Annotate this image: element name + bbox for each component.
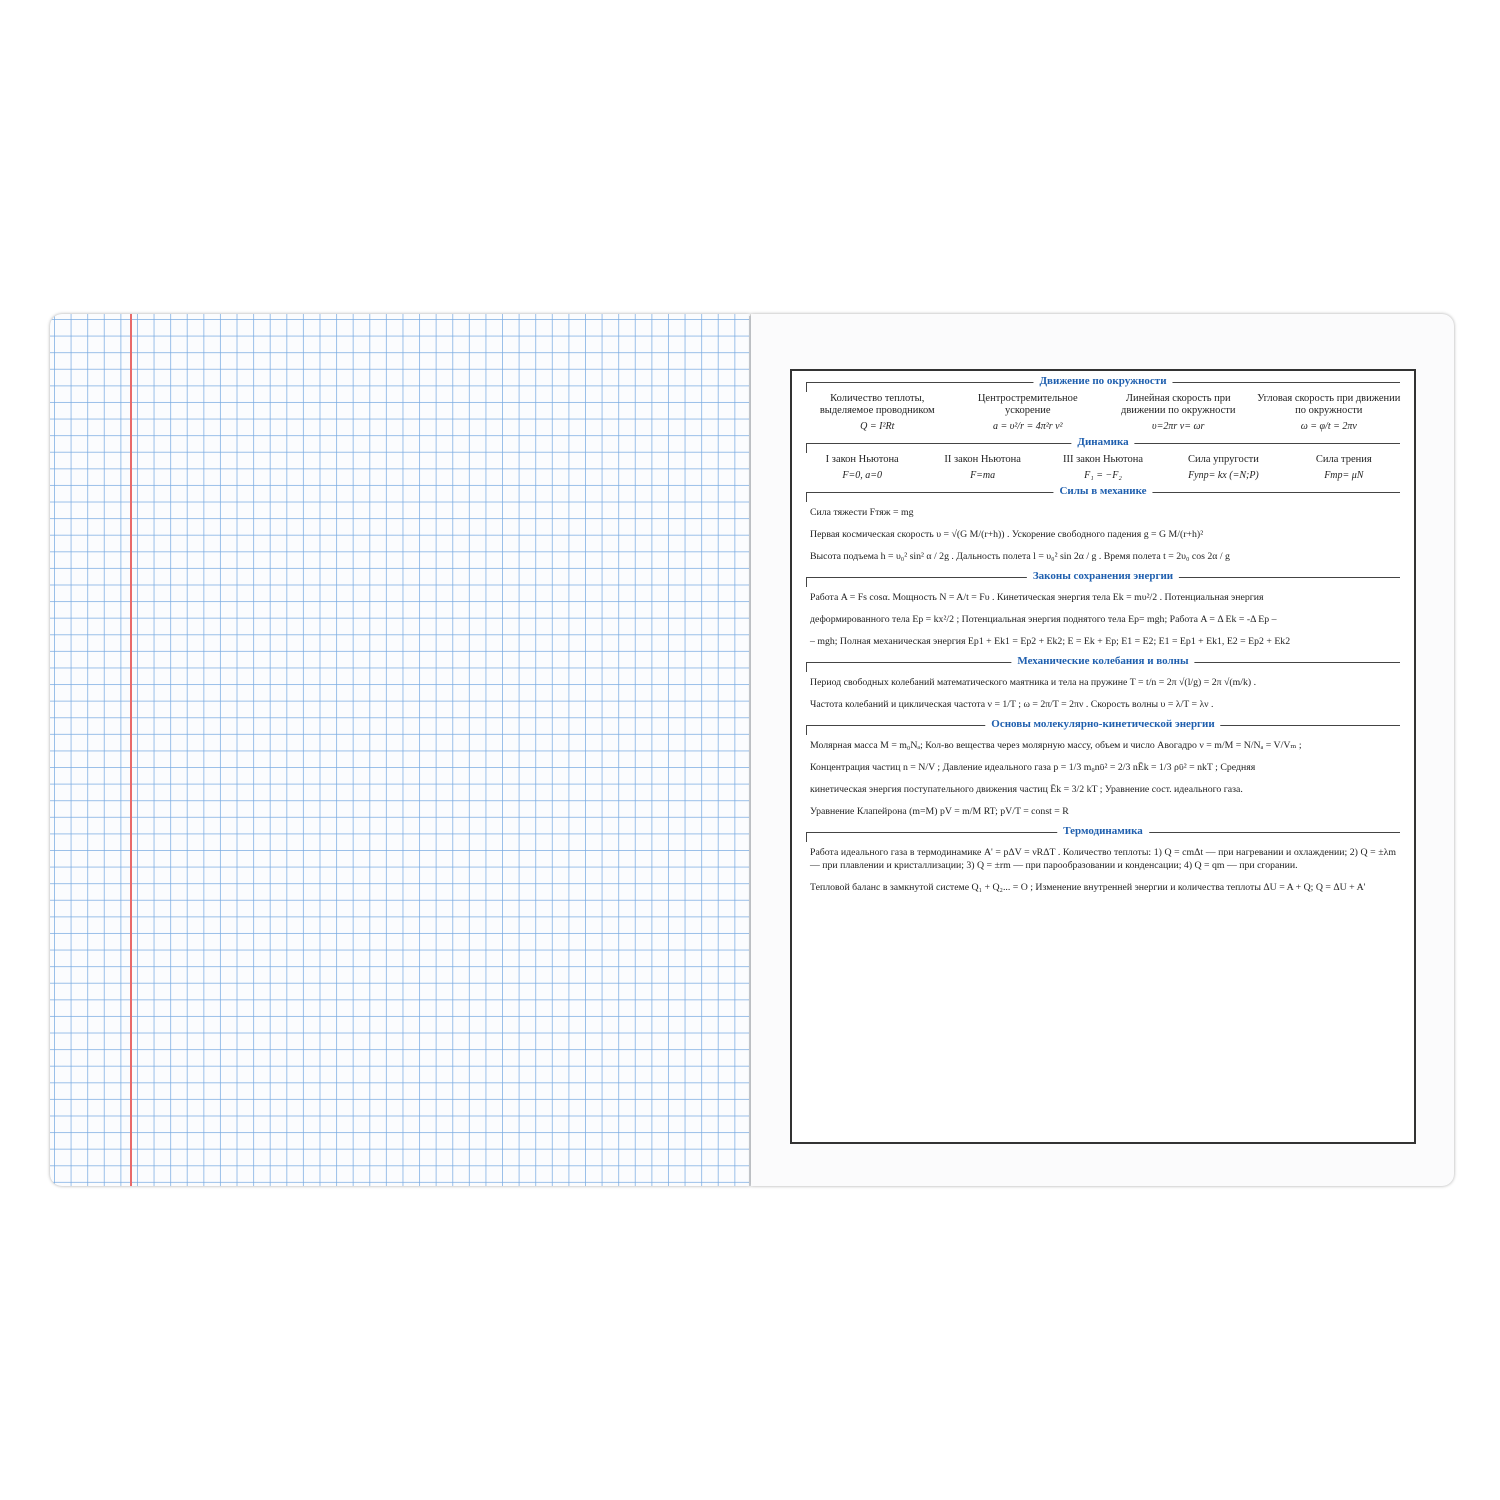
formula-cell bbox=[1163, 454, 1283, 481]
section-dynamics bbox=[802, 436, 1404, 481]
formula: Q = I²Rt bbox=[860, 421, 895, 432]
formula-label: Центростремительное ускорение bbox=[977, 393, 1078, 416]
formula-cell bbox=[1254, 393, 1405, 432]
formula: F=ma bbox=[970, 470, 996, 481]
formula: F₁ = −F₂ bbox=[1084, 470, 1122, 481]
section-title: Силы в механике bbox=[1053, 485, 1152, 497]
formula-line: Тепловой баланс в замкнутой системе Q₁ + Q₂... = O ; Изменение внутренней энергии и количества теплоты ΔU = A + Q; Q = ΔU + A' bbox=[810, 882, 1366, 893]
formula-label: Сила упругости bbox=[1188, 454, 1259, 465]
formula-line: – mgh; Полная механическая энергия Ep1 + Ek1 = Ep2 + Ek2; E = Ek + Ep; E1 = E2; E1 = Ep1 + Ek1, E2 = Ep2 + Ek2 bbox=[810, 636, 1291, 647]
formula-cell bbox=[1284, 454, 1404, 481]
formula-label: Угловая скорость при движении по окружности bbox=[1257, 393, 1401, 416]
formula-line: Концентрация частиц n = N/V ; Давление идеального газа p = 1/3 m₀nῡ² = 2/3 nĒk = 1/3 ρῡ² = nkT ; Средняя bbox=[810, 762, 1256, 773]
formula-line: Уравнение Клапейрона (m=M) pV = m/M RT; pV/T = const = R bbox=[810, 806, 1069, 817]
formula-line: деформированного тела Ep = kx²/2 ; Потенциальная энергия поднятого тела Ep= mgh; Работа A = Δ Ek = -Δ Ep – bbox=[810, 614, 1277, 625]
physics-cheat-sheet bbox=[790, 369, 1416, 1144]
formula: Fтр= μN bbox=[1324, 470, 1364, 481]
formula-line: Работа идеального газа в термодинамике A' = pΔV = νRΔT . Количество теплоты: 1) Q = cmΔt — при нагревании и охлаждении; 2) Q = ±λm — при плавлении и кристаллизации; 3) Q = ±rm — при парообразовании и конденсации; 4) Q = qm — при сгорании. bbox=[810, 847, 1396, 871]
formula-line: Сила тяжести Fтяж = mg bbox=[810, 507, 914, 518]
formula-label: Линейная скорость при движении по окружности bbox=[1120, 393, 1236, 416]
formula-label: Количество теплоты, выделяемое проводником bbox=[819, 393, 935, 416]
formula-cell bbox=[802, 454, 922, 481]
formula-line: Период свободных колебаний математического маятника и тела на пружине T = t/n = 2π √(l/g) = 2π √(m/k) . bbox=[810, 677, 1257, 688]
formula-cell bbox=[1043, 454, 1163, 481]
formula-line: Первая космическая скорость υ = √(G M/(r+h)) . Ускорение свободного падения g = G M/(r+h)² bbox=[810, 529, 1204, 540]
formula: a = υ²/r = 4π²r ν² bbox=[992, 421, 1063, 432]
notebook bbox=[50, 314, 1455, 1189]
section-title: Движение по окружности bbox=[1033, 375, 1172, 387]
formula-label: II закон Ньютона bbox=[944, 454, 1021, 465]
section-title: Механические колебания и волны bbox=[1011, 655, 1194, 667]
formula-label: III закон Ньютона bbox=[1062, 454, 1144, 465]
formula-line: Частота колебаний и циклическая частота ν = 1/T ; ω = 2π/T = 2πν . Скорость волны υ = λ/T = λν . bbox=[810, 699, 1214, 710]
section-oscillations bbox=[802, 655, 1404, 711]
section-thermodynamics bbox=[802, 825, 1404, 894]
section-title: Термодинамика bbox=[1057, 825, 1149, 837]
formula-cell bbox=[802, 393, 953, 432]
section-title: Динамика bbox=[1071, 436, 1134, 448]
section-title: Законы сохранения энергии bbox=[1027, 570, 1179, 582]
formula-line: Молярная масса M = m₀Nₐ; Кол-во вещества через молярную массу, объем и число Авогадро ν = m/M = N/Nₐ = V/Vₘ ; bbox=[810, 740, 1302, 751]
formula-line: Работа A = Fs cosα. Мощность N = A/t = Fυ . Кинетическая энергия тела Ek = mυ²/2 . Потенциальная энергия bbox=[810, 592, 1264, 603]
formula-line: кинетическая энергия поступательного движения частиц Ēk = 3/2 kT ; Уравнение сост. идеального газа. bbox=[810, 784, 1243, 795]
section-title: Основы молекулярно-кинетической энергии bbox=[985, 718, 1220, 730]
section-circular-motion bbox=[802, 375, 1404, 432]
formula-label: I закон Ньютона bbox=[825, 454, 899, 465]
cover-inner-page bbox=[751, 314, 1454, 1186]
formula: ω = φ/t = 2πν bbox=[1300, 421, 1357, 432]
formula-cell bbox=[922, 454, 1042, 481]
grid-page bbox=[50, 314, 750, 1186]
formula-line: Высота подъема h = υ₀² sin² α / 2g . Дальность полета l = υ₀² sin 2α / g . Время полета t = 2υ₀ cos 2α / g bbox=[810, 551, 1230, 562]
section-molecular-kinetic bbox=[802, 718, 1404, 818]
margin-line bbox=[130, 314, 132, 1186]
formula-cell bbox=[953, 393, 1104, 432]
formula: F=0, a=0 bbox=[842, 470, 882, 481]
formula: Fупр= kx (=N;P) bbox=[1188, 470, 1259, 481]
formula-cell bbox=[1103, 393, 1254, 432]
formula-label: Сила трения bbox=[1315, 454, 1372, 465]
section-forces bbox=[802, 485, 1404, 563]
section-conservation bbox=[802, 570, 1404, 648]
formula: υ=2πr ν= ωr bbox=[1152, 421, 1205, 432]
